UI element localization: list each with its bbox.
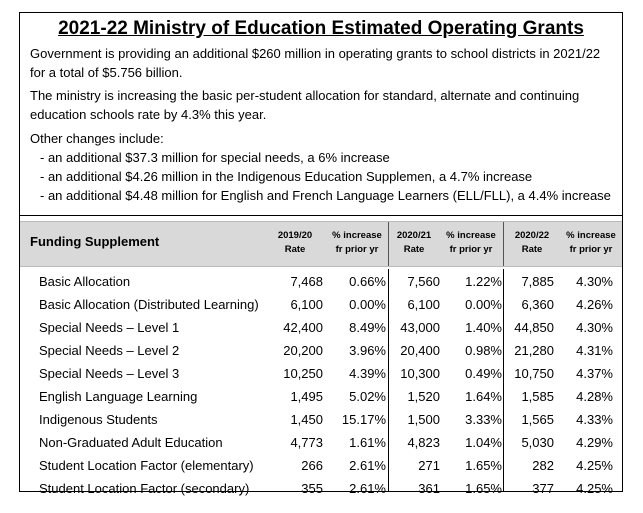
percent-cell: 0.49% (465, 366, 502, 381)
rate-cell: 4,823 (407, 435, 440, 450)
rate-cell: 271 (418, 458, 440, 473)
percent-cell: 4.39% (349, 366, 386, 381)
table-row (20, 478, 622, 501)
percent-cell: 4.28% (576, 389, 613, 404)
table-row (20, 363, 622, 386)
rate-cell: 7,885 (521, 274, 554, 289)
header-col-2020-pct: % increase fr prior yr (446, 230, 496, 255)
rate-cell: 1,500 (407, 412, 440, 427)
percent-cell: 4.25% (576, 481, 613, 496)
change-item: - an additional $4.26 million in the Indigenous Education Supplemen, a 4.7% increase (40, 169, 533, 184)
row-label: Student Location Factor (secondary) (39, 481, 250, 496)
intro-paragraph-2: The ministry is increasing the basic per-student allocation for standard, alternate and continuing education schools rate by 4.3% this year. (30, 88, 580, 122)
row-label: Non-Graduated Adult Education (39, 435, 223, 450)
percent-cell: 4.30% (576, 320, 613, 335)
percent-cell: 4.30% (576, 274, 613, 289)
percent-cell: 1.61% (349, 435, 386, 450)
percent-cell: 0.00% (465, 297, 502, 312)
table-header (20, 221, 622, 267)
header-col-2022-rate: 2020/22 Rate (514, 230, 550, 255)
rate-cell: 10,300 (400, 366, 440, 381)
row-label: Special Needs – Level 3 (39, 366, 180, 381)
row-label: Indigenous Students (39, 412, 158, 427)
percent-cell: 1.65% (465, 481, 502, 496)
percent-cell: 4.33% (576, 412, 613, 427)
row-label: Special Needs – Level 1 (39, 320, 180, 335)
percent-cell: 2.61% (349, 481, 386, 496)
section-divider (20, 215, 622, 216)
rate-cell: 10,750 (514, 366, 554, 381)
percent-cell: 0.66% (349, 274, 386, 289)
rate-cell: 42,400 (283, 320, 323, 335)
table-row (20, 409, 622, 432)
rate-cell: 20,200 (283, 343, 323, 358)
change-item: - an additional $4.48 million for English and French Language Learners (ELL/FLL), a 4.4% increase (40, 188, 611, 203)
table-row (20, 294, 622, 317)
rate-cell: 1,450 (290, 412, 323, 427)
rate-cell: 6,100 (290, 297, 323, 312)
percent-cell: 1.64% (465, 389, 502, 404)
percent-cell: 1.04% (465, 435, 502, 450)
table-row (20, 432, 622, 455)
rate-cell: 20,400 (400, 343, 440, 358)
rate-cell: 1,520 (407, 389, 440, 404)
percent-cell: 4.25% (576, 458, 613, 473)
rate-cell: 7,468 (290, 274, 323, 289)
rate-cell: 282 (532, 458, 554, 473)
row-label: Student Location Factor (elementary) (39, 458, 254, 473)
rate-cell: 4,773 (290, 435, 323, 450)
header-col-2019-rate: 2019/20 Rate (277, 230, 313, 255)
header-funding-supplement: Funding Supplement (30, 234, 160, 249)
percent-cell: 4.26% (576, 297, 613, 312)
table-row (20, 455, 622, 478)
rate-cell: 1,565 (521, 412, 554, 427)
rate-cell: 1,495 (290, 389, 323, 404)
change-item: - an additional $37.3 million for special needs, a 6% increase (40, 150, 390, 165)
percent-cell: 0.00% (349, 297, 386, 312)
row-label: Basic Allocation (39, 274, 131, 289)
grants-panel (19, 12, 623, 496)
percent-cell: 3.33% (465, 412, 502, 427)
rate-cell: 361 (418, 481, 440, 496)
header-col-2020-rate: 2020/21 Rate (396, 230, 432, 255)
changes-intro: Other changes include: (30, 131, 164, 146)
table-row (20, 271, 622, 294)
rate-cell: 266 (301, 458, 323, 473)
percent-cell: 1.65% (465, 458, 502, 473)
percent-cell: 4.37% (576, 366, 613, 381)
table-row (20, 386, 622, 409)
rate-cell: 7,560 (407, 274, 440, 289)
header-divider (503, 222, 504, 266)
row-label: English Language Learning (39, 389, 198, 404)
rate-cell: 43,000 (400, 320, 440, 335)
rate-cell: 5,030 (521, 435, 554, 450)
row-label: Special Needs – Level 2 (39, 343, 180, 358)
percent-cell: 5.02% (349, 389, 386, 404)
rate-cell: 10,250 (283, 366, 323, 381)
header-col-2022-pct: % increase fr prior yr (566, 230, 616, 255)
rate-cell: 6,100 (407, 297, 440, 312)
intro-paragraph-1: Government is providing an additional $260 million in operating grants to school districts in 2021/22 for a total of $5.756 billion. (30, 46, 601, 80)
header-col-2019-pct: % increase fr prior yr (332, 230, 382, 255)
percent-cell: 8.49% (349, 320, 386, 335)
header-divider (388, 222, 389, 266)
rate-cell: 21,280 (514, 343, 554, 358)
row-label: Basic Allocation (Distributed Learning) (39, 297, 259, 312)
percent-cell: 0.98% (465, 343, 502, 358)
page-title: 2021-22 Ministry of Education Estimated Operating Grants (58, 18, 584, 39)
rate-cell: 44,850 (514, 320, 554, 335)
table-row (20, 340, 622, 363)
rate-cell: 6,360 (521, 297, 554, 312)
percent-cell: 3.96% (349, 343, 386, 358)
percent-cell: 4.31% (576, 343, 613, 358)
percent-cell: 15.17% (341, 412, 386, 427)
percent-cell: 2.61% (349, 458, 386, 473)
rate-cell: 377 (532, 481, 554, 496)
percent-cell: 4.29% (576, 435, 613, 450)
rate-cell: 355 (301, 481, 323, 496)
rate-cell: 1,585 (521, 389, 554, 404)
percent-cell: 1.22% (465, 274, 502, 289)
table-row (20, 317, 622, 340)
percent-cell: 1.40% (465, 320, 502, 335)
